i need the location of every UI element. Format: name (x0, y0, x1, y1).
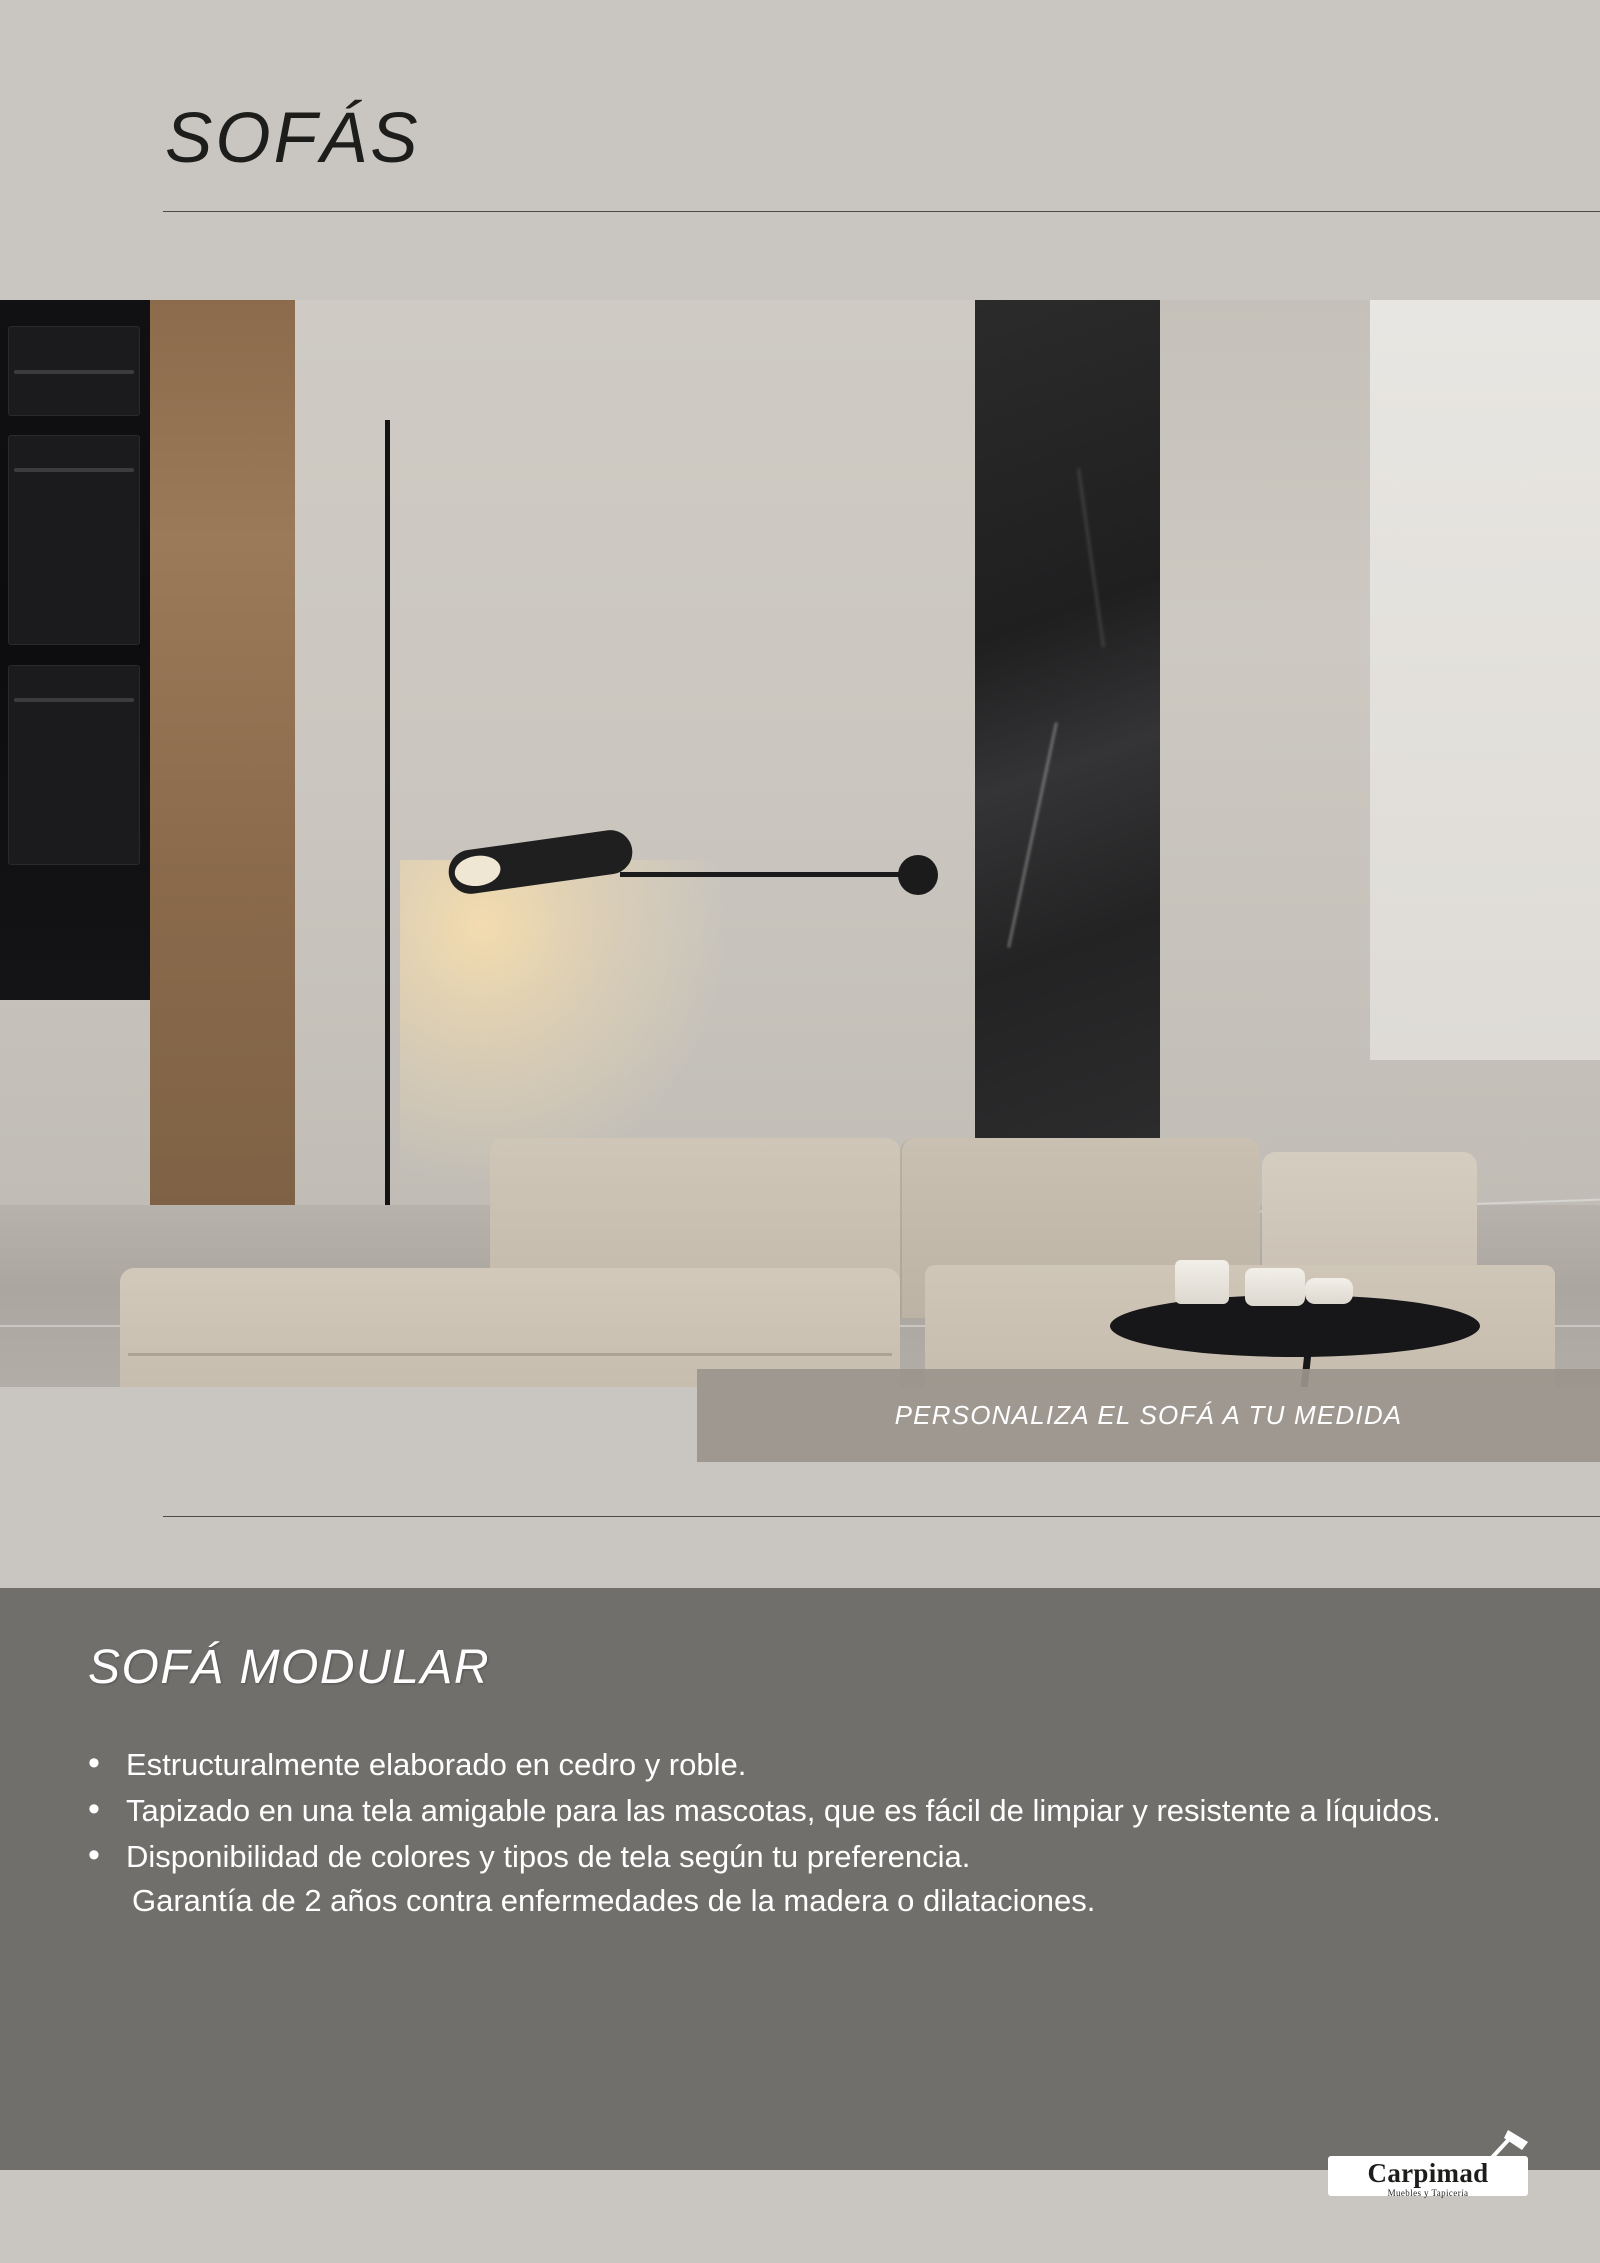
product-title: SOFÁ MODULAR (88, 1641, 491, 1694)
vertical-trim (385, 420, 390, 1260)
lamp-wall-mount (898, 855, 938, 895)
list-item (78, 1835, 1518, 1923)
hero-caption-text: PERSONALIZA EL SOFÁ A TU MEDIDA (894, 1400, 1403, 1430)
page-header (0, 0, 1600, 300)
wall-panel-right (1370, 300, 1600, 1060)
list-item: • Estructuralmente elaborado en cedro y roble. (78, 1743, 1518, 1787)
product-feature-list (78, 1743, 1518, 1925)
list-item-subtext: Garantía de 2 años contra enfermedades de la madera o dilataciones. (132, 1883, 1096, 1918)
hero-scene-background (0, 300, 1600, 1387)
oven-handle-2 (14, 468, 134, 472)
lamp-arm (620, 872, 920, 877)
product-description-panel (0, 1588, 1600, 2170)
oven-handle-3 (14, 698, 134, 702)
logo-name: Carpimad (1367, 2158, 1489, 2188)
brand-logo (1328, 2128, 1538, 2206)
hero-caption-bar (697, 1369, 1600, 1462)
wall-panel-center (290, 300, 980, 1140)
cup-left (1175, 1260, 1229, 1304)
marble-column (975, 300, 1160, 1140)
logo-tagline: Muebles y Tapicería (1387, 2188, 1469, 2198)
oven-handle-1 (14, 370, 134, 374)
oven-middle (8, 435, 140, 645)
wood-panel (150, 300, 295, 1265)
header-divider (163, 211, 1600, 212)
kitchen-cabinet-unit (0, 300, 155, 1000)
list-item-text: Disponibilidad de colores y tipos de tela según tu preferencia. (126, 1839, 971, 1874)
hero-image (0, 300, 1600, 1387)
page-title: SOFÁS (165, 99, 421, 178)
cup-center (1245, 1268, 1305, 1306)
oven-bottom (8, 665, 140, 865)
ottoman-seam (128, 1353, 892, 1356)
section-divider (163, 1516, 1600, 1517)
list-item: • Tapizado en una tela amigable para las mascotas, que es fácil de limpiar y resistente a líquidos. (78, 1789, 1518, 1833)
cup-right (1305, 1278, 1353, 1304)
